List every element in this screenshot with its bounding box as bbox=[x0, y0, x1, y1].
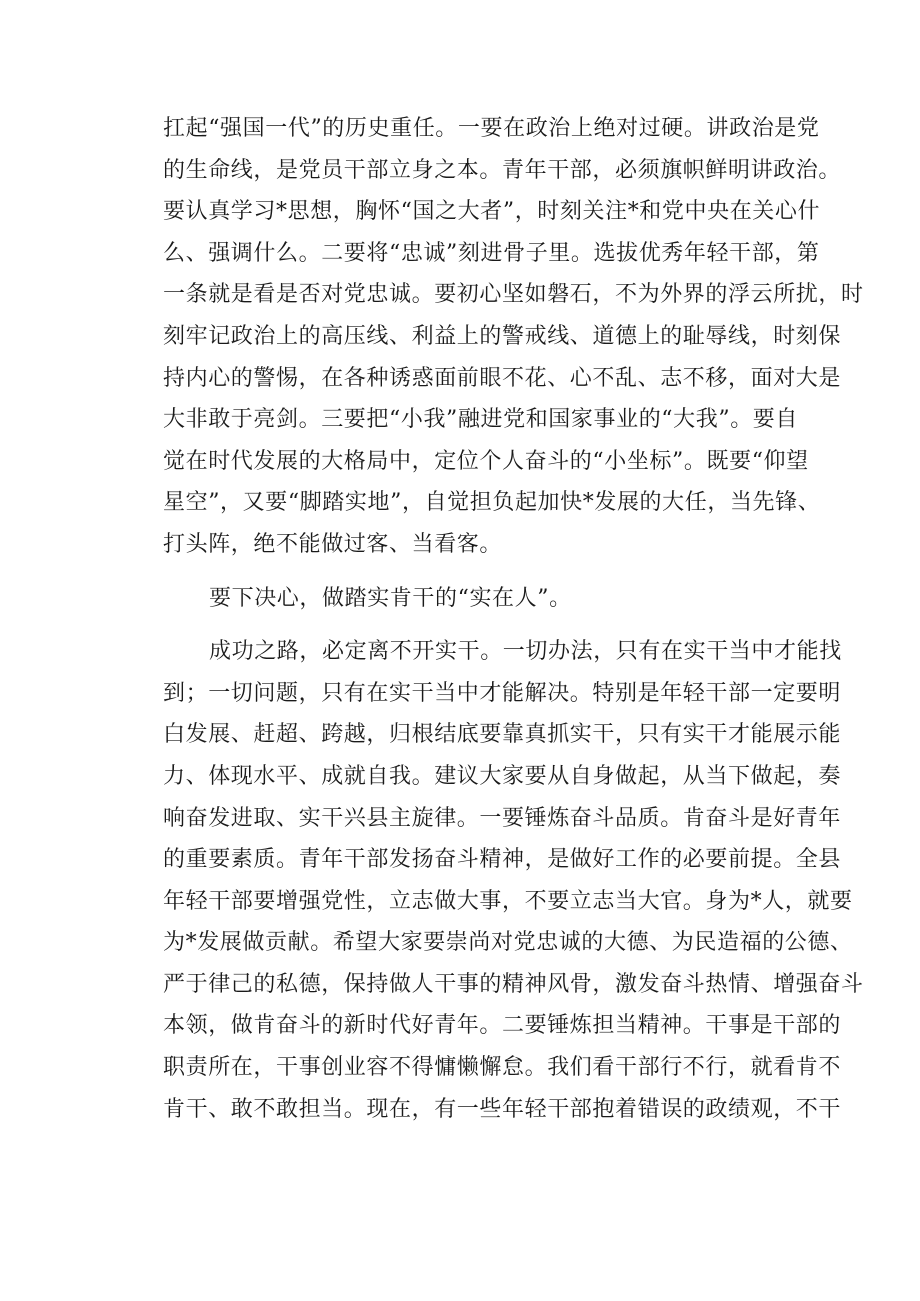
paragraph-1-line-11: 打头阵，绝不能做过客、当看客。 bbox=[163, 531, 503, 557]
paragraph-3-line-6: 的重要素质。青年干部发扬奋斗精神，是做好工作的必要前提。全县 bbox=[163, 847, 842, 873]
paragraph-3-line-7: 年轻干部要增强党性，立志做大事，不要立志当大官。身为*人，就要 bbox=[163, 888, 853, 914]
paragraph-3-line-10: 本领，做肯奋斗的新时代好青年。二要锤炼担当精神。干事是干部的 bbox=[163, 1013, 842, 1039]
paragraph-3-line-5: 响奋发进取、实干兴县主旋律。一要锤炼奋斗品质。肯奋斗是好青年 bbox=[163, 805, 842, 831]
paragraph-3-line-3: 白发展、赶超、跨越，归根结底要靠真抓实干，只有实干才能展示能 bbox=[163, 722, 842, 748]
paragraph-3-line-12: 肯干、敢不敢担当。现在，有一些年轻干部抱着错误的政绩观，不干 bbox=[163, 1096, 842, 1122]
paragraph-3-line-11: 职责所在，干事创业容不得慵懒懈怠。我们看干部行不行，就看肯不 bbox=[163, 1055, 842, 1081]
paragraph-1-line-3: 要认真学习*思想，胸怀“国之大者”，时刻关注*和党中央在关心什 bbox=[163, 199, 821, 225]
paragraph-3-line-1: 成功之路，必定离不开实干。一切办法，只有在实干当中才能找 bbox=[209, 639, 842, 665]
paragraph-1-line-1: 扛起“强国一代”的历史重任。一要在政治上绝对过硬。讲政治是党 bbox=[163, 116, 820, 141]
paragraph-1-line-6: 刻牢记政治上的高压线、利益上的警戒线、道德上的耻辱线，时刻保 bbox=[163, 323, 842, 349]
paragraph-3-line-2: 到；一切问题，只有在实干当中才能解决。特别是年轻干部一定要明 bbox=[163, 680, 842, 706]
paragraph-gap bbox=[163, 566, 788, 578]
section-heading: 要下决心，做踏实肯干的“实在人”。 bbox=[209, 585, 572, 611]
paragraph-gap bbox=[163, 619, 788, 631]
paragraph-1-line-10: 星空”，又要“脚踏实地”，自觉担负起加快*发展的大任，当先锋、 bbox=[163, 490, 821, 516]
paragraph-1-line-9: 觉在时代发展的大格局中，定位个人奋斗的“小坐标”。既要“仰望 bbox=[163, 448, 809, 474]
paragraph-3-line-4: 力、体现水平、成就自我。建议大家要从自身做起，从当下做起，奏 bbox=[163, 763, 842, 789]
paragraph-1-line-5: 一条就是看是否对党忠诚。要初心坚如磐石，不为外界的浮云所扰，时 bbox=[163, 282, 864, 308]
paragraph-1-line-2: 的生命线，是党员干部立身之本。青年干部，必须旗帜鲜明讲政治。 bbox=[163, 157, 842, 183]
paragraph-1-line-8: 大非敢于亮剑。三要把“小我”融进党和国家事业的“大我”。要自 bbox=[163, 407, 798, 433]
paragraph-3-line-8: 为*发展做贡献。希望大家要崇尚对党忠诚的大德、为民造福的公德、 bbox=[163, 930, 853, 956]
paragraph-1-line-4: 么、强调什么。二要将“忠诚”刻进骨子里。选拔优秀年轻干部，第 bbox=[163, 240, 820, 266]
document-body bbox=[163, 108, 864, 1130]
paragraph-3-line-9: 严于律己的私德，保持做人干事的精神风骨，激发奋斗热情、增强奋斗 bbox=[163, 971, 864, 997]
paragraph-1-line-7: 持内心的警惕，在各种诱惑面前眼不花、心不乱、志不移，面对大是 bbox=[163, 365, 842, 391]
